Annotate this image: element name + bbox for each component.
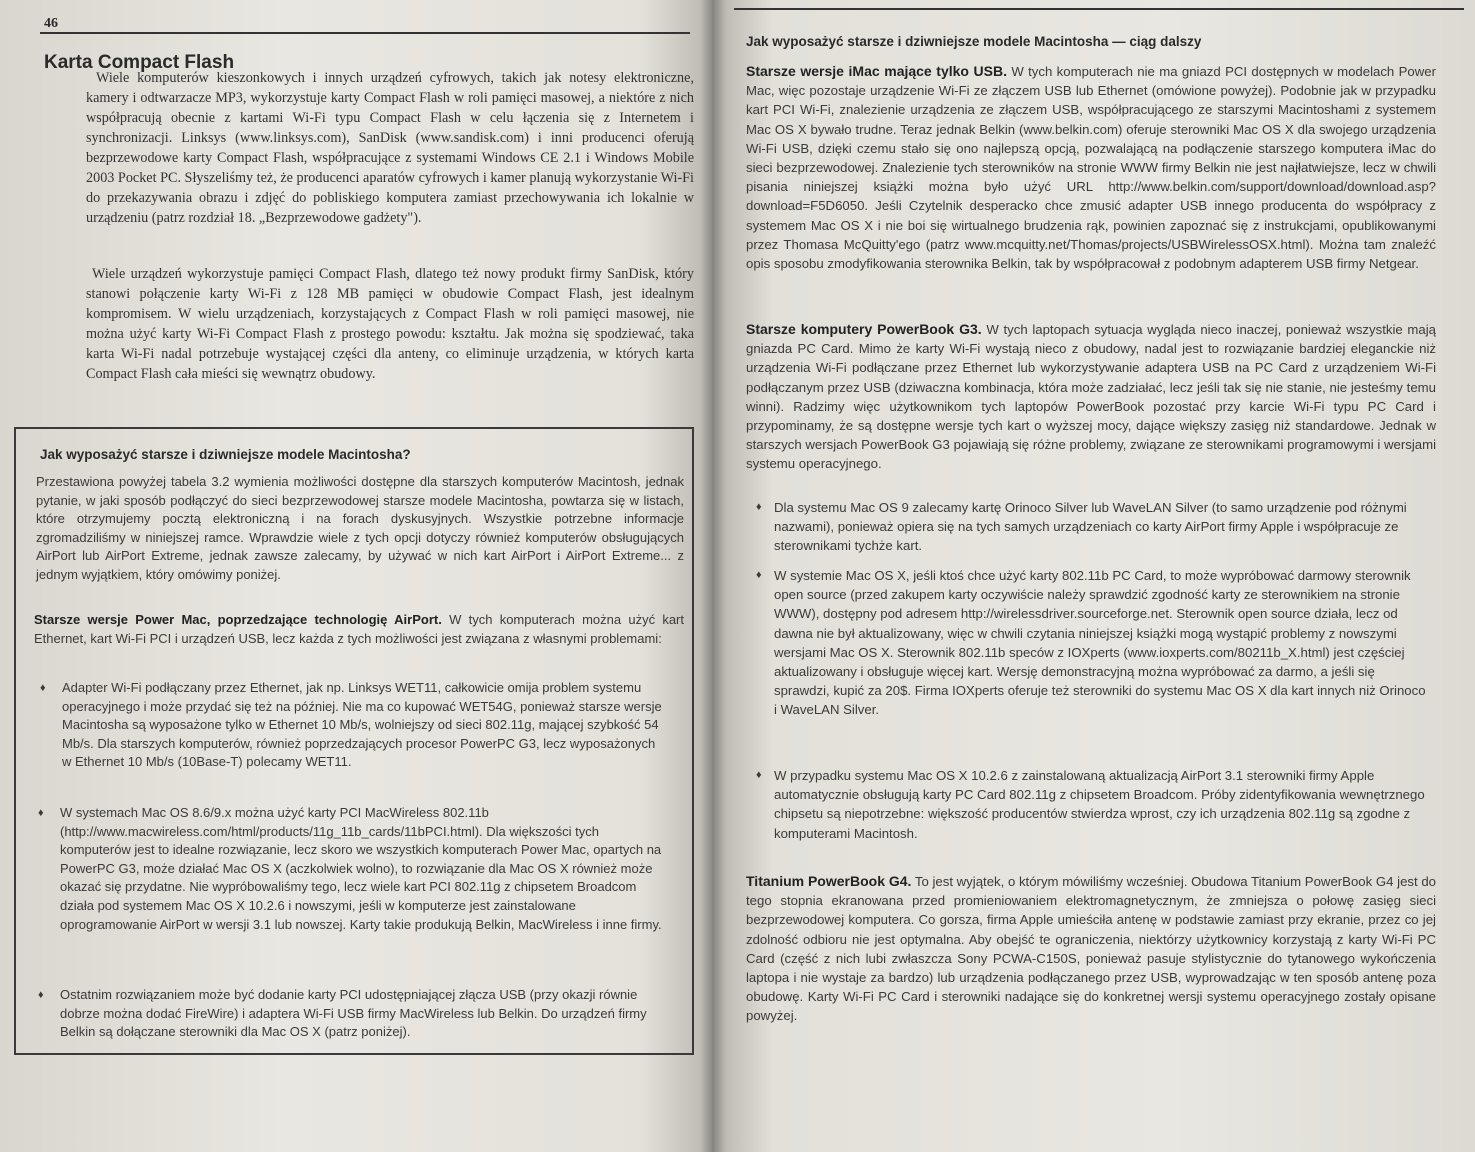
bullet-text: W systemach Mac OS 8.6/9.x można użyć karty PCI MacWireless 802.11b (http://www.macwireless.com/html/products/11g_11b_cards/11bPCI.html). Dla większości tych komputerów jest to idealne rozwiązanie, lecz skoro we wszystkich komputerach Power Mac, opartych na PowerPC G3, może działać Mac OS X (aczkolwiek wolno), to rozwiązanie dla Mac OS X również może okazać się przydatne. Nie wypróbowaliśmy tego, lecz wiele kart PCI 802.11g z chipsetem Broadcom działa pod systemem Mac OS X 10.2.6 i nowszymi, jeśli w komputerze jest zainstalowane oprogramowanie AirPort w wersji 3.1 lub nowszej. Karty takie produkują Belkin, MacWireless i inne firmy. (60, 805, 662, 932)
paragraph-text: W tych komputerach nie ma gniazd PCI dostępnych w modelach Power Mac, więc pozostaje urządzenie Wi-Fi ze złączem USB lub Ethernet (omówione powyżej). Podobnie jak w przypadku kart PCI Wi-Fi, znalezienie urządzenia ze złączem USB, współpracującego ze starszymi Macintoshami z systemem Mac OS X bywało trudne. Teraz jednak Belkin (www.belkin.com) oferuje sterowniki Mac OS X dla swojego urządzenia Wi-Fi USB, dzięki czemu stało się ono najlepszą opcją, pozwalającą na podłączenie starszego komputera iMac do sieci bezprzewodowej. Znalezienie tych sterowników na stronie WWW firmy Belkin nie jest najłatwiejsze, lecz w chwili pisania niniejszej książki można było użyć URL http://www.belkin.com/support/download/download.asp?download=F5D6050. Jeśli Czytelnik desperacko chce zmusić adapter USB innego producenta do współpracy z systemem Mac OS X i nie boi się wirtualnego brudzenia rąk, powinien zapoznać się z instrukcjami, opublikowanymi przez Thomasa McQuitty'ego (patrz www.mcquitty.net/Thomas/projects/USBWirelessOSX.html). Można tam znaleźć opis sposobu zmodyfikowania sterownika Belkin, tak by współpracował z podobnym adapterem USB firmy Netgear. (746, 64, 1436, 272)
bullet-text: Dla systemu Mac OS 9 zalecamy kartę Orinoco Silver lub WaveLAN Silver (to samo urządzenie pod różnymi nazwami), ponieważ opiera się na tych samych urządzeniach co karty AirPort firmy Apple i współpracuje ze sterownikami tychże kart. (774, 500, 1407, 554)
subheading: Titanium PowerBook G4. (746, 873, 912, 889)
section-title: Karta Compact Flash (44, 52, 235, 73)
body-paragraph (746, 62, 1436, 273)
diamond-bullet-icon: ♦ (756, 569, 762, 581)
bullet-text: W przypadku systemu Mac OS X 10.2.6 z zainstalowaną aktualizacją AirPort 3.1 sterowniki firmy Apple automatycznie obsługują karty PC Card 802.11g z chipsetem Broadcom. Próby zidentyfikowania wewnętrznego chipsetu są niepotrzebne: większość producentów stwierdza wprost, czy ich urządzenia 802.11g są zgodne z komputerami Macintosh. (774, 768, 1425, 841)
diamond-bullet-icon: ♦ (756, 501, 762, 513)
diamond-bullet-icon: ♦ (756, 769, 762, 781)
diamond-bullet-icon: ♦ (40, 682, 46, 694)
bullet-text: Adapter Wi-Fi podłączany przez Ethernet, jak np. Linksys WET11, całkowicie omija problem systemu operacyjnego i może przydać się też na później. Nie ma co kupować WET54G, ponieważ starsze wersje Macintosha są wyposażone tylko w Ethernet 10 Mb/s, wolniejszy od sieci 802.11g, mającej szybkość 54 Mb/s. Dla starszych komputerów, również poprzedzających procesor PowerPC G3, lecz wyposażonych w Ethernet 10 Mb/s (10Base-T) polecamy WET11. (62, 680, 662, 770)
paragraph-text: W tych komputerach można użyć kart Ethernet, kart Wi-Fi PCI i urządzeń USB, lecz każda z tych możliwości jest związana z własnymi problemami: (34, 612, 685, 646)
bullet-text: Ostatnim rozwiązaniem może być dodanie karty PCI udostępniającej złącza USB (przy okazji równie dobrze można dodać FireWire) i adaptera Wi-Fi USB firmy MacWireless lub Belkin. Do urządzeń firmy Belkin są dołączane sterowniki dla Mac OS X (patrz poniżej). (60, 987, 647, 1040)
body-paragraph (746, 320, 1436, 474)
book-gutter (700, 0, 726, 1152)
sidebar-paragraph (34, 611, 684, 648)
paragraph-text: To jest wyjątek, o którym mówiliśmy wcześniej. Obudowa Titanium PowerBook G4 jest do tego stopnia ekranowana przed promieniowaniem elektromagnetycznym, że zmniejsza o połowę zasięg sieci bezprzewodowej komputera. Co gorsza, firma Apple umieściła antenę w podstawie zamiast przy ekranie, przez co jej zdolność odbioru nie jest optymalna. Aby obejść te ograniczenia, niektórzy użytkownicy korzystają z karty Wi-Fi PC Card (część z nich lubi zwłaszcza Sony PCWA-C150S, ponieważ pasuje stylistycznie do tytanowego wykończenia laptopa i nie wystaje za bardzo) lub urządzenia podłączanego przez USB, wyprowadzając w ten sposób antenę poza obudowę. Karty Wi-Fi PC Card i sterowniki nadające się do konkretnej wersji systemu operacyjnego zostały opisane powyżej. (746, 874, 1437, 1024)
diamond-bullet-icon: ♦ (38, 807, 44, 819)
sidebar-box (14, 427, 694, 1055)
diamond-bullet-icon: ♦ (38, 989, 44, 1001)
sidebar-title: Jak wyposażyć starsze i dziwniejsze modele Macintosha? (40, 447, 411, 462)
left-page (0, 0, 712, 1152)
top-rule (40, 32, 690, 34)
sidebar-paragraph: Przestawiona powyżej tabela 3.2 wymienia możliwości dostępne dla starszych komputerów Macintosh, jednak pytanie, w jaki sposób podłączyć do sieci bezprzewodowej starsze modele Macintosha, powtarza się w listach, które otrzymujemy pocztą elektroniczną i na forach dyskusyjnych. Wszystkie potrzebne informacje zgromadziliśmy w niniejszej ramce. Wprawdzie wiele z tych opcji dotyczy również komputerów obsługujących AirPort lub AirPort Extreme, jednak zawsze zalecamy, by używać w nich kart AirPort i AirPort Extreme... z jednym wyjątkiem, który omówimy poniżej. (36, 474, 684, 582)
body-paragraph: Wiele komputerów kieszonkowych i innych urządzeń cyfrowych, takich jak notesy elektroniczne, kamery i odtwarzacze MP3, wykorzystuje karty Compact Flash w roli pamięci masowej, a niektóre z nich współpracują obecnie z kartami Wi-Fi typu Compact Flash w celu łączenia się z Internetem i synchronizacji. Linksys (www.linksys.com), SanDisk (www.sandisk.com) i inni producenci oferują bezprzewodowe karty Compact Flash, współpracujące z systemami Windows CE 2.1 i Windows Mobile 2003 Pocket PC. Słyszeliśmy też, że producenci aparatów cyfrowych i kamer planują wykorzystanie Wi-Fi do przekazywania obrazu i zdjęć do pobliskiego komputera zamiast przechowywania ich lokalnie w urządzeniu (patrz rozdział 18. „Bezprzewodowe gadżety"). (86, 70, 694, 226)
running-head: Jak wyposażyć starsze i dziwniejsze modele Macintosha — ciąg dalszy (746, 34, 1202, 49)
body-paragraph: Wiele urządzeń wykorzystuje pamięci Compact Flash, dlatego też nowy produkt firmy SanDisk, który stanowi połączenie karty Wi-Fi z 128 MB pamięci w obudowie Compact Flash, jest idealnym kompromisem. W wielu urządzeniach, korzystających z Compact Flash w roli pamięci masowej, nie można użyć karty Wi-Fi Compact Flash z prostego powodu: kształtu. Jak można się spodziewać, taka karta Wi-Fi nadal potrzebuje wystającej części dla anteny, co eliminuje urządzenia, w których karta Compact Flash cała mieści się wewnątrz obudowy. (86, 266, 694, 382)
subheading: Starsze komputery PowerBook G3. (746, 321, 982, 337)
paragraph-text: W tych laptopach sytuacja wygląda nieco inaczej, ponieważ wszystkie mają gniazda PC Card. Mimo że karty Wi-Fi wystają nieco z obudowy, nadal jest to rozwiązanie bardziej eleganckie niż urządzenia Wi-Fi podłączane przez Ethernet lub wykorzystywanie adaptera USB na PC Card z urządzeniem Wi-Fi podłączanym przez USB (dziwaczna kombinacja, która może zadziałać, lecz jeśli tak się nie stanie, nie jesteśmy temu winni). Radzimy więc użytkownikom tych laptopów PowerBook pozostać przy karcie Wi-Fi typu PC Card i przypominamy, że są dostępne wersje tych kart o wyższej mocy, dające większy zasięg niż standardowe. Jednak w starszych wersjach PowerBook G3 pojawiają się różne problemy, związane ze sterownikami programowymi i wersjami systemu operacyjnego. (746, 322, 1436, 472)
body-paragraph (746, 872, 1436, 1026)
subheading: Starsze wersje iMac mające tylko USB. (746, 63, 1007, 79)
bullet-text: W systemie Mac OS X, jeśli ktoś chce użyć karty 802.11b PC Card, to może wypróbować darmowy sterownik open source (przed zakupem karty oczywiście należy sprawdzić zgodność karty ze sterownikiem na stronie WWW), dostępny pod adresem http://wirelessdriver.sourceforge.net. Sterownik open source działa, lecz od dawna nie był aktualizowany, więc w chwili czytania niniejszej książki mogą wystąpić problemy z nowszymi wersjami Mac OS X. Sterownik 802.11b speców z IOXperts (www.ioxperts.com/80211b_X.html) jest częściej aktualizowany i obsługuje więcej kart. Wersję demonstracyjną można wypróbować za darmo, a jeśli się sprawdzi, kupić za 20$. Firma IOXperts oferuje też sterowniki do systemu Mac OS X dla kart innych niż Orinoco i WaveLAN Silver. (774, 568, 1426, 718)
subheading: Starsze wersje Power Mac, poprzedzające technologię AirPort. (34, 612, 442, 627)
right-page (712, 0, 1475, 1152)
top-rule (734, 8, 1464, 10)
page-number: 46 (44, 16, 58, 31)
